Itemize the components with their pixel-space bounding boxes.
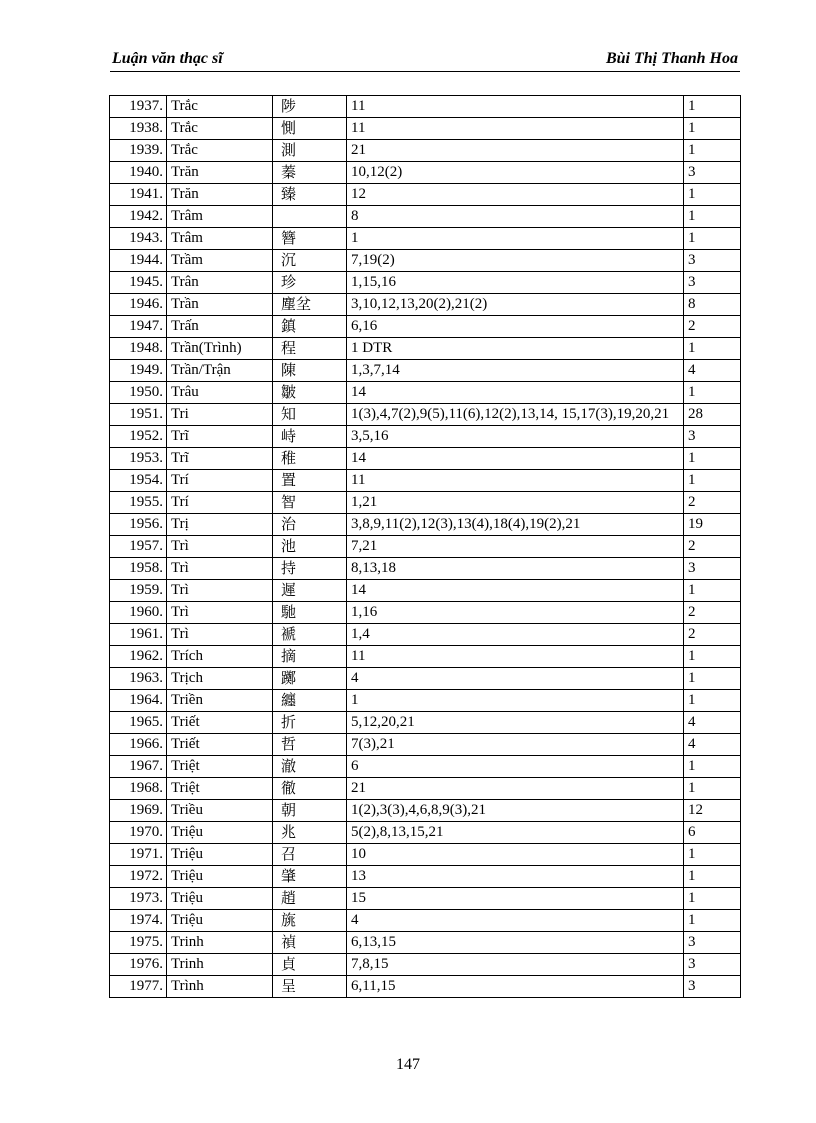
cell-han-character: 陳: [273, 360, 347, 382]
cell-source-refs: 1,3,7,14: [347, 360, 684, 382]
cell-han-character: 徹: [273, 778, 347, 800]
table-row: [110, 162, 741, 184]
cell-han-character: 澈: [273, 756, 347, 778]
cell-reading: Trắc: [167, 96, 273, 118]
cell-source-refs: 14: [347, 382, 684, 404]
cell-count: 2: [684, 602, 741, 624]
cell-entry-number: 1943.: [110, 228, 167, 250]
cell-han-character: 池: [273, 536, 347, 558]
cell-reading: Trì: [167, 602, 273, 624]
cell-entry-number: 1946.: [110, 294, 167, 316]
table-row: [110, 932, 741, 954]
cell-count: 2: [684, 316, 741, 338]
cell-count: 3: [684, 162, 741, 184]
cell-han-character: 朝: [273, 800, 347, 822]
cell-count: 3: [684, 932, 741, 954]
cell-entry-number: 1944.: [110, 250, 167, 272]
cell-han-character: 褫: [273, 624, 347, 646]
table-row: [110, 426, 741, 448]
cell-han-character: 程: [273, 338, 347, 360]
cell-han-character: 躑: [273, 668, 347, 690]
cell-count: 3: [684, 250, 741, 272]
cell-han-character: 測: [273, 140, 347, 162]
cell-count: 1: [684, 668, 741, 690]
table-row: [110, 382, 741, 404]
table-body: [110, 96, 741, 998]
cell-reading: Trí: [167, 470, 273, 492]
cell-source-refs: 3,8,9,11(2),12(3),13(4),18(4),19(2),21: [347, 514, 684, 536]
table-row: [110, 976, 741, 998]
table-row: [110, 800, 741, 822]
cell-source-refs: 5,12,20,21: [347, 712, 684, 734]
cell-count: 3: [684, 558, 741, 580]
cell-entry-number: 1954.: [110, 470, 167, 492]
cell-source-refs: 1: [347, 690, 684, 712]
cell-reading: Triệt: [167, 756, 273, 778]
table-row: [110, 734, 741, 756]
cell-han-character: 遲: [273, 580, 347, 602]
cell-reading: Trầm: [167, 250, 273, 272]
cell-reading: Trí: [167, 492, 273, 514]
cell-entry-number: 1942.: [110, 206, 167, 228]
cell-count: 1: [684, 184, 741, 206]
cell-entry-number: 1972.: [110, 866, 167, 888]
cell-entry-number: 1967.: [110, 756, 167, 778]
cell-count: 1: [684, 888, 741, 910]
cell-count: 1: [684, 96, 741, 118]
cell-source-refs: 11: [347, 118, 684, 140]
cell-source-refs: 21: [347, 778, 684, 800]
cell-reading: Tri: [167, 404, 273, 426]
cell-entry-number: 1941.: [110, 184, 167, 206]
header-divider: [110, 71, 740, 72]
cell-entry-number: 1969.: [110, 800, 167, 822]
cell-reading: Trân: [167, 272, 273, 294]
table-row: [110, 448, 741, 470]
cell-reading: Trịch: [167, 668, 273, 690]
cell-han-character: 置: [273, 470, 347, 492]
cell-entry-number: 1945.: [110, 272, 167, 294]
table-row: [110, 96, 741, 118]
cell-count: 4: [684, 734, 741, 756]
cell-reading: Trinh: [167, 954, 273, 976]
cell-source-refs: 10: [347, 844, 684, 866]
cell-han-character: 惻: [273, 118, 347, 140]
cell-count: 2: [684, 536, 741, 558]
cell-count: 1: [684, 228, 741, 250]
cell-reading: Triệt: [167, 778, 273, 800]
cell-source-refs: 13: [347, 866, 684, 888]
table-row: [110, 602, 741, 624]
page-header: [112, 50, 738, 70]
cell-reading: Trinh: [167, 932, 273, 954]
table-row: [110, 250, 741, 272]
cell-entry-number: 1962.: [110, 646, 167, 668]
cell-count: 1: [684, 118, 741, 140]
cell-source-refs: 1 DTR: [347, 338, 684, 360]
cell-entry-number: 1971.: [110, 844, 167, 866]
table-row: [110, 558, 741, 580]
table-row: [110, 492, 741, 514]
cell-entry-number: 1950.: [110, 382, 167, 404]
table-row: [110, 272, 741, 294]
cell-entry-number: 1959.: [110, 580, 167, 602]
cell-reading: Trâu: [167, 382, 273, 404]
cell-reading: Trâm: [167, 206, 273, 228]
cell-han-character: 塵坌: [273, 294, 347, 316]
table-row: [110, 118, 741, 140]
table-row: [110, 910, 741, 932]
cell-source-refs: 5(2),8,13,15,21: [347, 822, 684, 844]
cell-entry-number: 1953.: [110, 448, 167, 470]
cell-reading: Trắc: [167, 140, 273, 162]
cell-source-refs: 6,11,15: [347, 976, 684, 998]
cell-count: 1: [684, 910, 741, 932]
table-row: [110, 624, 741, 646]
table-row: [110, 404, 741, 426]
table-row: [110, 690, 741, 712]
table-row: [110, 140, 741, 162]
cell-source-refs: 6,13,15: [347, 932, 684, 954]
cell-count: 2: [684, 624, 741, 646]
cell-reading: Trì: [167, 624, 273, 646]
cell-entry-number: 1940.: [110, 162, 167, 184]
cell-han-character: 珍: [273, 272, 347, 294]
cell-count: 3: [684, 272, 741, 294]
cell-count: 3: [684, 954, 741, 976]
cell-source-refs: 7(3),21: [347, 734, 684, 756]
cell-reading: Trị: [167, 514, 273, 536]
cell-han-character: 知: [273, 404, 347, 426]
cell-han-character: 蓁: [273, 162, 347, 184]
cell-reading: Trần(Trình): [167, 338, 273, 360]
cell-reading: Trì: [167, 580, 273, 602]
cell-source-refs: 11: [347, 470, 684, 492]
cell-source-refs: 7,8,15: [347, 954, 684, 976]
cell-han-character: 智: [273, 492, 347, 514]
cell-count: 1: [684, 690, 741, 712]
cell-count: 1: [684, 338, 741, 360]
table-row: [110, 822, 741, 844]
cell-entry-number: 1938.: [110, 118, 167, 140]
cell-han-character: 禎: [273, 932, 347, 954]
cell-count: 2: [684, 492, 741, 514]
page-number: 147: [396, 1056, 420, 1073]
cell-count: 1: [684, 580, 741, 602]
cell-reading: Triết: [167, 712, 273, 734]
cell-source-refs: 4: [347, 668, 684, 690]
cell-count: 4: [684, 712, 741, 734]
cell-entry-number: 1947.: [110, 316, 167, 338]
cell-source-refs: 8: [347, 206, 684, 228]
cell-reading: Trì: [167, 536, 273, 558]
cell-source-refs: 10,12(2): [347, 162, 684, 184]
cell-source-refs: 3,5,16: [347, 426, 684, 448]
cell-han-character: 簪: [273, 228, 347, 250]
cell-han-character: 摘: [273, 646, 347, 668]
cell-source-refs: 1(3),4,7(2),9(5),11(6),12(2),13,14, 15,17(3),19,20,21: [347, 404, 684, 426]
cell-entry-number: 1958.: [110, 558, 167, 580]
cell-entry-number: 1939.: [110, 140, 167, 162]
cell-reading: Trấn: [167, 316, 273, 338]
cell-entry-number: 1970.: [110, 822, 167, 844]
cell-source-refs: 12: [347, 184, 684, 206]
cell-count: 19: [684, 514, 741, 536]
table-row: [110, 294, 741, 316]
cell-entry-number: 1952.: [110, 426, 167, 448]
table-row: [110, 514, 741, 536]
cell-entry-number: 1975.: [110, 932, 167, 954]
table-row: [110, 844, 741, 866]
cell-han-character: 治: [273, 514, 347, 536]
cell-han-character: 皺: [273, 382, 347, 404]
cell-entry-number: 1937.: [110, 96, 167, 118]
cell-count: 8: [684, 294, 741, 316]
cell-count: 1: [684, 140, 741, 162]
table-row: [110, 536, 741, 558]
cell-count: 1: [684, 448, 741, 470]
cell-entry-number: 1951.: [110, 404, 167, 426]
table-row: [110, 954, 741, 976]
cell-han-character: 陟: [273, 96, 347, 118]
table-row: [110, 228, 741, 250]
cell-reading: Trần: [167, 294, 273, 316]
cell-reading: Trì: [167, 558, 273, 580]
table-row: [110, 184, 741, 206]
cell-count: 1: [684, 470, 741, 492]
cell-reading: Triệu: [167, 866, 273, 888]
cell-reading: Trĩ: [167, 448, 273, 470]
cell-entry-number: 1961.: [110, 624, 167, 646]
cell-reading: Trích: [167, 646, 273, 668]
cell-source-refs: 7,21: [347, 536, 684, 558]
cell-source-refs: 6,16: [347, 316, 684, 338]
cell-entry-number: 1960.: [110, 602, 167, 624]
cell-reading: Trĩ: [167, 426, 273, 448]
table-row: [110, 778, 741, 800]
cell-count: 6: [684, 822, 741, 844]
table-row: [110, 756, 741, 778]
cell-source-refs: 15: [347, 888, 684, 910]
table-row: [110, 360, 741, 382]
cell-count: 3: [684, 426, 741, 448]
cell-reading: Triều: [167, 800, 273, 822]
cell-count: 12: [684, 800, 741, 822]
cell-entry-number: 1949.: [110, 360, 167, 382]
cell-han-character: 呈: [273, 976, 347, 998]
cell-count: 1: [684, 646, 741, 668]
cell-source-refs: 14: [347, 580, 684, 602]
table-row: [110, 712, 741, 734]
cell-entry-number: 1965.: [110, 712, 167, 734]
cell-han-character: 兆: [273, 822, 347, 844]
cell-han-character: 肇: [273, 866, 347, 888]
cell-han-character: 纏: [273, 690, 347, 712]
cell-count: 1: [684, 844, 741, 866]
cell-source-refs: 3,10,12,13,20(2),21(2): [347, 294, 684, 316]
cell-source-refs: 1,21: [347, 492, 684, 514]
cell-source-refs: 1,16: [347, 602, 684, 624]
cell-entry-number: 1977.: [110, 976, 167, 998]
cell-reading: Triệu: [167, 822, 273, 844]
cell-han-character: 旐: [273, 910, 347, 932]
table-row: [110, 668, 741, 690]
cell-source-refs: 6: [347, 756, 684, 778]
cell-count: 1: [684, 382, 741, 404]
cell-count: 3: [684, 976, 741, 998]
cell-source-refs: 1,4: [347, 624, 684, 646]
cell-han-character: [273, 206, 347, 228]
cell-count: 1: [684, 756, 741, 778]
table-row: [110, 316, 741, 338]
cell-han-character: 趙: [273, 888, 347, 910]
cell-entry-number: 1956.: [110, 514, 167, 536]
cell-entry-number: 1968.: [110, 778, 167, 800]
cell-han-character: 馳: [273, 602, 347, 624]
cell-entry-number: 1957.: [110, 536, 167, 558]
cell-han-character: 貞: [273, 954, 347, 976]
header-thesis-title: Luận văn thạc sĩ: [112, 50, 223, 67]
cell-entry-number: 1963.: [110, 668, 167, 690]
table-row: [110, 338, 741, 360]
header-author-name: Bùi Thị Thanh Hoa: [605, 50, 738, 67]
table-row: [110, 580, 741, 602]
cell-han-character: 峙: [273, 426, 347, 448]
cell-reading: Trâm: [167, 228, 273, 250]
cell-reading: Trần/Trận: [167, 360, 273, 382]
cell-count: 1: [684, 206, 741, 228]
cell-han-character: 持: [273, 558, 347, 580]
cell-han-character: 稚: [273, 448, 347, 470]
cell-entry-number: 1948.: [110, 338, 167, 360]
cell-entry-number: 1966.: [110, 734, 167, 756]
cell-count: 4: [684, 360, 741, 382]
cell-count: 28: [684, 404, 741, 426]
cell-source-refs: 1: [347, 228, 684, 250]
cell-source-refs: 21: [347, 140, 684, 162]
cell-reading: Trình: [167, 976, 273, 998]
cell-reading: Trăn: [167, 162, 273, 184]
table-row: [110, 470, 741, 492]
cell-han-character: 折: [273, 712, 347, 734]
cell-entry-number: 1976.: [110, 954, 167, 976]
cell-source-refs: 14: [347, 448, 684, 470]
cell-han-character: 沉: [273, 250, 347, 272]
cell-source-refs: 1(2),3(3),4,6,8,9(3),21: [347, 800, 684, 822]
cell-han-character: 臻: [273, 184, 347, 206]
cell-source-refs: 11: [347, 646, 684, 668]
cell-reading: Trắc: [167, 118, 273, 140]
cell-source-refs: 1,15,16: [347, 272, 684, 294]
cell-source-refs: 8,13,18: [347, 558, 684, 580]
cell-entry-number: 1974.: [110, 910, 167, 932]
cell-reading: Triệu: [167, 844, 273, 866]
cell-entry-number: 1973.: [110, 888, 167, 910]
table-row: [110, 888, 741, 910]
cell-reading: Triệu: [167, 910, 273, 932]
cell-reading: Trăn: [167, 184, 273, 206]
cell-han-character: 鎮: [273, 316, 347, 338]
cell-count: 1: [684, 866, 741, 888]
table-row: [110, 646, 741, 668]
cell-count: 1: [684, 778, 741, 800]
cell-han-character: 哲: [273, 734, 347, 756]
cell-han-character: 召: [273, 844, 347, 866]
cell-source-refs: 11: [347, 96, 684, 118]
table-row: [110, 866, 741, 888]
cell-entry-number: 1955.: [110, 492, 167, 514]
cell-entry-number: 1964.: [110, 690, 167, 712]
table-row: [110, 206, 741, 228]
cell-source-refs: 7,19(2): [347, 250, 684, 272]
cell-reading: Triết: [167, 734, 273, 756]
character-index-table: [109, 95, 741, 998]
cell-reading: Triền: [167, 690, 273, 712]
cell-reading: Triệu: [167, 888, 273, 910]
cell-source-refs: 4: [347, 910, 684, 932]
